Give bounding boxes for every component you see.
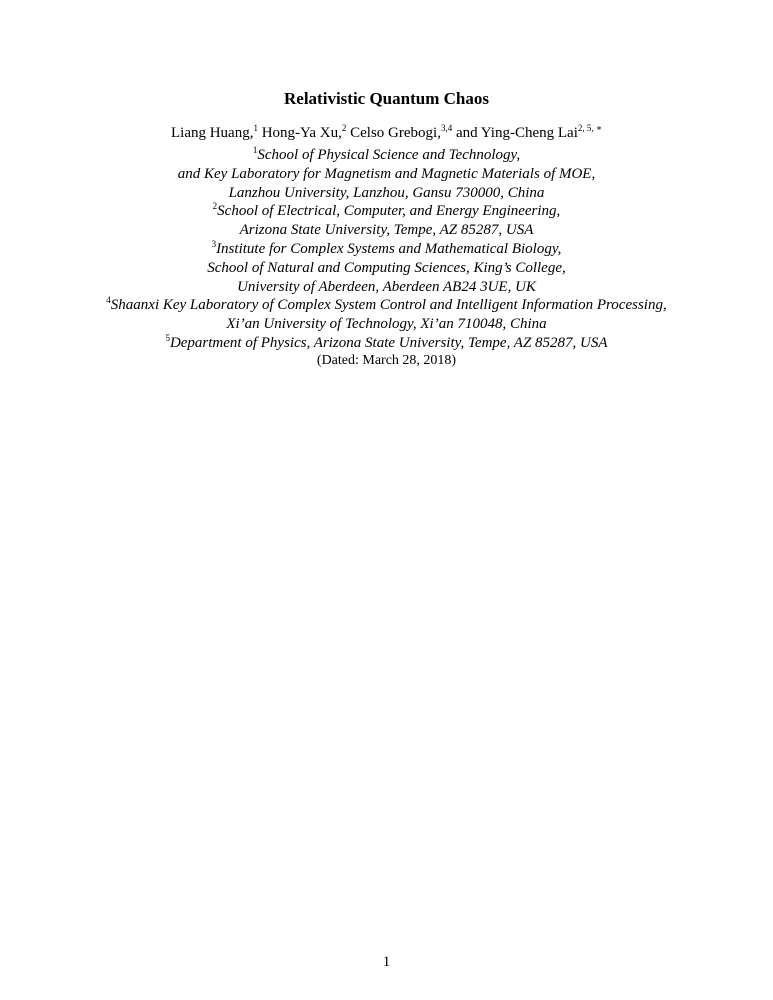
author-affil-marker: 2 <box>341 123 347 133</box>
affiliation-line <box>0 146 773 165</box>
affiliation-text: University of Aberdeen, Aberdeen AB24 3UE, UK <box>237 278 536 295</box>
affiliation-text: Department of Physics, Arizona State University, Tempe, AZ 85287, USA <box>169 334 608 351</box>
author-affil-marker: 1 <box>253 123 258 133</box>
affiliation-line <box>0 221 773 240</box>
affiliation-marker: 5 <box>165 332 170 343</box>
affiliation-line <box>0 296 773 315</box>
affiliation-line <box>0 259 773 278</box>
affiliation-marker: 3 <box>211 238 217 249</box>
affiliation-text: School of Natural and Computing Sciences, King’s College, <box>207 259 566 276</box>
affiliation-line <box>0 184 773 203</box>
affiliation-line <box>0 278 773 297</box>
affiliation-text: Institute for Complex Systems and Mathematical Biology, <box>216 240 562 257</box>
affiliation-text: Lanzhou University, Lanzhou, Gansu 730000, China <box>228 184 545 201</box>
affiliation-text: Xi’an University of Technology, Xi’an 710048, China <box>226 316 547 333</box>
author-celso-grebogi <box>350 125 452 141</box>
author-affil-marker: 2, 5, ∗ <box>577 123 602 133</box>
paper-title: Relativistic Quantum Chaos <box>284 89 489 108</box>
affiliation-line <box>0 334 773 353</box>
author-name: Hong-Ya Xu, <box>261 125 342 141</box>
affiliation-marker: 4 <box>106 295 111 306</box>
author-list <box>0 123 773 143</box>
affiliation-line <box>0 202 773 221</box>
affiliation-text: School of Physical Science and Technology, <box>257 147 521 163</box>
affiliation-list <box>0 146 773 353</box>
affiliation-line <box>0 315 773 334</box>
affiliation-marker: 2 <box>212 201 218 212</box>
affiliation-text: Shaanxi Key Laboratory of Complex System Control and Intelligent Information Processing, <box>110 297 667 314</box>
author-liang-huang <box>171 125 258 141</box>
dated-line: (Dated: March 28, 2018) <box>316 353 457 368</box>
author-affil-marker: 3,4 <box>440 123 453 133</box>
affiliation-text: and Key Laboratory for Magnetism and Magnetic Materials of MOE, <box>177 165 596 182</box>
affiliation-text: Arizona State University, Tempe, AZ 85287, USA <box>239 222 534 239</box>
author-ying-cheng-lai <box>456 125 602 141</box>
author-name: and Ying-Cheng Lai <box>455 125 578 141</box>
author-hong-ya-xu <box>262 125 347 141</box>
affiliation-marker: 1 <box>252 145 258 155</box>
affiliation-line <box>0 165 773 184</box>
page-number: 1 <box>382 954 391 970</box>
author-name: Liang Huang, <box>170 125 254 141</box>
affiliation-text: School of Electrical, Computer, and Energy Engineering, <box>217 203 561 220</box>
author-name: Celso Grebogi, <box>350 125 441 141</box>
affiliation-line <box>0 240 773 259</box>
